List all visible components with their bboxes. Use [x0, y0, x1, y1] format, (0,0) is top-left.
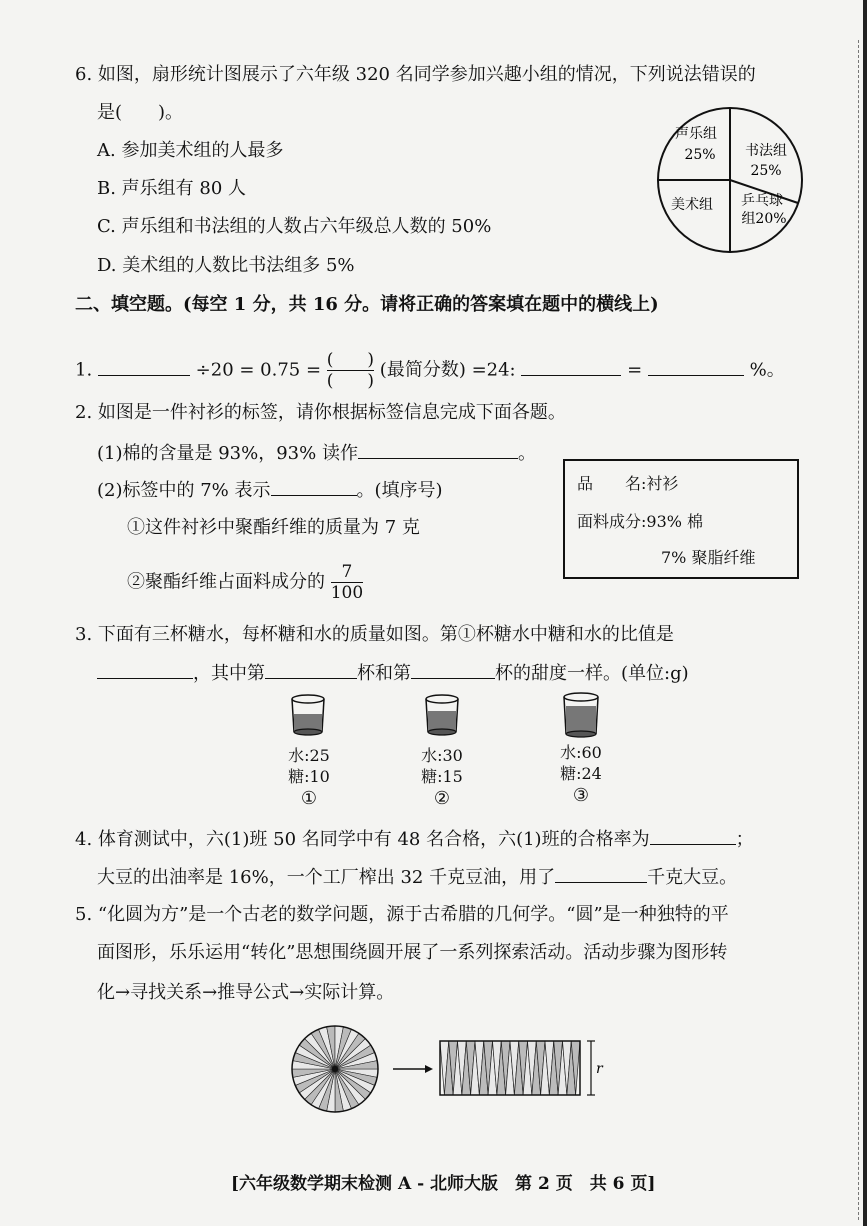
- q6-line1: 6. 如图，扇形统计图展示了六年级 320 名同学参加兴趣小组的情况，下列说法错误的: [75, 64, 756, 85]
- page-footer: [六年级数学期末检测 A - 北师大版 第 2 页 共 6 页]: [231, 1174, 656, 1194]
- q2-sub2-text: (2)标签中的 7% 表示: [97, 480, 271, 501]
- q4-line2: [97, 864, 737, 891]
- pie-value-vocal: 25%: [684, 147, 716, 163]
- q2-line1: 2. 如图是一件衬衫的标签，请你根据标签信息完成下面各题。: [75, 402, 566, 423]
- page-edge: [863, 0, 867, 1226]
- q6-option-c: C. 声乐组和书法组的人数占六年级总人数的 50%: [97, 216, 492, 237]
- q4-blank-soybean[interactable]: [555, 864, 647, 883]
- q2-sub2: [97, 477, 443, 504]
- q5-line2: 面图形，乐乐运用“转化”思想围绕圆开展了一系列探索活动。活动步骤为图形转: [97, 942, 728, 963]
- shirt-label-box: [563, 459, 799, 579]
- q4-blank-rate[interactable]: [650, 826, 736, 845]
- q2-opt2: [127, 562, 363, 603]
- q1-num: 1.: [75, 359, 93, 381]
- q1-blank-percent[interactable]: [648, 357, 744, 376]
- q2-opt2-text: ②聚酯纤维占面料成分的: [127, 571, 325, 593]
- cup-3: [562, 692, 600, 738]
- transform-arrow-head: [425, 1065, 433, 1073]
- q6-option-b: B. 声乐组有 80 人: [97, 178, 247, 199]
- q2-opt2-den: 100: [330, 583, 364, 603]
- cup-2-water: 水:30: [421, 746, 463, 765]
- label-fabric: [577, 509, 703, 535]
- q6-line2: 是( )。: [97, 102, 184, 123]
- q4-line1: [75, 826, 754, 853]
- q3-line2a: ，其中第: [193, 663, 265, 684]
- label-name-key: 品 名:: [577, 474, 647, 493]
- cup-3-sugar: 糖:24: [560, 764, 602, 783]
- section2-heading: 二、填空题。(每空 1 分，共 16 分。请将正确的答案填在题中的横线上): [75, 294, 659, 315]
- pie-label-pingpong: 乒乓球: [741, 193, 783, 209]
- q5-line1: 5. “化圆为方”是一个古老的数学问题，源于古希腊的几何学。“圆”是一种独特的平: [75, 904, 729, 925]
- q2-sub1-end: 。: [517, 443, 536, 464]
- q6-option-d: D. 美术组的人数比书法组多 5%: [97, 255, 355, 276]
- q1-fraction: [327, 350, 374, 391]
- cup-1-sugar: 糖:10: [288, 767, 330, 786]
- q2-sub2-end: 。(填序号): [356, 480, 443, 501]
- pie-value-calligraphy: 25%: [750, 163, 782, 179]
- q1-blank-1[interactable]: [98, 357, 190, 376]
- cup-3-water: 水:60: [560, 743, 602, 762]
- q3-line2b: 杯和第: [357, 663, 411, 684]
- cup-3-num: ③: [572, 785, 590, 806]
- q3-line2: [97, 660, 689, 687]
- q2-opt2-fraction: [331, 562, 363, 603]
- q6-option-a: A. 参加美术组的人最多: [97, 140, 284, 161]
- cup-1: [290, 694, 326, 736]
- rearranged-rectangle: [440, 1041, 580, 1095]
- q1-pct: %。: [749, 359, 785, 381]
- binding-line: [857, 40, 859, 1220]
- label-fabric-key: 面料成分:: [577, 512, 647, 531]
- q5-line3: 化→寻找关系→推导公式→实际计算。: [97, 982, 395, 1003]
- q4-line1-text: 4. 体育测试中，六(1)班 50 名同学中有 48 名合格，六(1)班的合格率为: [75, 829, 650, 850]
- q3-blank-ratio[interactable]: [97, 660, 193, 679]
- pie-chart: [652, 105, 808, 255]
- q2-blank-meaning[interactable]: [271, 477, 357, 496]
- pie-value-pingpong: 组20%: [741, 211, 787, 227]
- q2-opt1: ①这件衬衫中聚酯纤维的质量为 7 克: [127, 517, 420, 538]
- label-fabric-val2: 7% 聚脂纤维: [661, 548, 756, 567]
- q4-line2b: 千克大豆。: [647, 867, 738, 888]
- cup-1-water: 水:25: [288, 746, 330, 765]
- pie-label-vocal: 声乐组: [675, 126, 717, 142]
- q2-opt2-num: 7: [341, 562, 353, 582]
- q2-sub1-text: (1)棉的含量是 93%，93% 读作: [97, 443, 358, 464]
- q1-line: [75, 350, 785, 391]
- cup-2-num: ②: [433, 788, 451, 809]
- q3-line1: 3. 下面有三杯糖水，每杯糖和水的质量如图。第①杯糖水中糖和水的比值是: [75, 624, 674, 645]
- q1-frac-bottom[interactable]: ( ): [326, 371, 375, 391]
- q4-line2a: 大豆的出油率是 16%，一个工厂榨出 32 千克豆油，用了: [97, 867, 556, 888]
- cup-1-num: ①: [300, 788, 318, 809]
- circle-center: [332, 1066, 338, 1072]
- pie-label-art: 美术组: [671, 197, 713, 213]
- q3-line2c: 杯的甜度一样。(单位:g): [495, 663, 689, 684]
- circle-to-rectangle-figure: [285, 1025, 615, 1123]
- q1-simplest: (最简分数) =24:: [379, 359, 516, 381]
- q1-div: ÷20 = 0.75 =: [195, 359, 322, 381]
- cup-2-sugar: 糖:15: [421, 767, 463, 786]
- q3-blank-cup-b[interactable]: [411, 660, 495, 679]
- label-name: [577, 471, 678, 497]
- sectored-circle: [292, 1026, 378, 1112]
- pie-label-calligraphy: 书法组: [745, 143, 787, 159]
- q1-blank-ratio[interactable]: [521, 357, 621, 376]
- q4-line1-end: ；: [735, 829, 754, 850]
- q1-frac-top[interactable]: ( ): [326, 350, 375, 370]
- q2-blank-reading[interactable]: [358, 440, 518, 459]
- radius-label: r: [596, 1061, 603, 1077]
- label-fabric-val1: 93% 棉: [646, 512, 704, 531]
- q2-sub1: [97, 440, 536, 467]
- q1-eq: =: [627, 359, 643, 381]
- q3-blank-cup-a[interactable]: [265, 660, 357, 679]
- label-name-val: 衬衫: [646, 474, 679, 493]
- cup-2: [424, 694, 460, 736]
